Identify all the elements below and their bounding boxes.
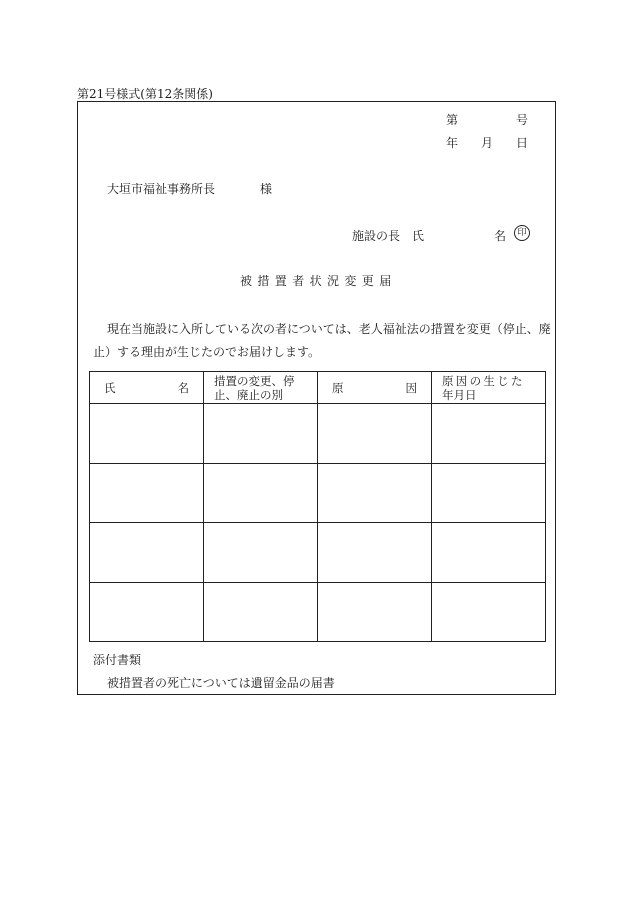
number-label-go: 号 bbox=[516, 113, 529, 127]
seal-mark bbox=[510, 225, 530, 241]
attachments-item: 被措置者の死亡については遺留金品の届書 bbox=[107, 676, 335, 690]
header-cause-date-line1: 原因の生じた bbox=[442, 373, 525, 388]
table-row bbox=[90, 582, 546, 641]
status-table bbox=[89, 371, 546, 642]
header-change-type-cell bbox=[204, 372, 318, 404]
cell-name[interactable] bbox=[90, 523, 204, 582]
cell-cause[interactable] bbox=[318, 404, 432, 463]
seal-icon: 印 bbox=[514, 225, 530, 241]
header-change-type: 措置の変更、停止、廃止の別 bbox=[214, 373, 295, 402]
cell-name[interactable] bbox=[90, 582, 204, 641]
cell-cause-date[interactable] bbox=[432, 582, 546, 641]
date-month-label: 月 bbox=[481, 136, 494, 150]
form-number: 第21号様式(第12条関係) bbox=[77, 87, 213, 101]
cell-name[interactable] bbox=[90, 463, 204, 522]
header-cause-cell bbox=[318, 372, 432, 404]
attachments-heading: 添付書類 bbox=[93, 653, 142, 667]
cell-change-type[interactable] bbox=[204, 582, 318, 641]
date-year-label: 年 bbox=[446, 136, 459, 150]
header-name-a: 氏 bbox=[104, 380, 116, 395]
cell-cause[interactable] bbox=[318, 523, 432, 582]
cell-cause[interactable] bbox=[318, 463, 432, 522]
table-row bbox=[90, 404, 546, 463]
table-header-row bbox=[90, 372, 546, 404]
cell-cause-date[interactable] bbox=[432, 523, 546, 582]
header-cause-b: 因 bbox=[405, 380, 417, 395]
number-label-dai: 第 bbox=[446, 113, 459, 127]
header-name-b: 名 bbox=[177, 380, 189, 395]
cell-cause-date[interactable] bbox=[432, 404, 546, 463]
document-title: 被措置者状況変更届 bbox=[240, 274, 397, 288]
cell-cause-date[interactable] bbox=[432, 463, 546, 522]
date-day-label: 日 bbox=[516, 136, 529, 150]
header-cause-a: 原 bbox=[332, 380, 344, 395]
body-line-2: 止）する理由が生じたのでお届けします。 bbox=[93, 345, 321, 359]
header-cause-date-cell bbox=[432, 372, 546, 404]
header-cause-date-line2: 年月日 bbox=[442, 387, 477, 402]
addressee-honorific: 様 bbox=[260, 182, 273, 196]
cell-name[interactable] bbox=[90, 404, 204, 463]
table-row bbox=[90, 523, 546, 582]
addressee-name: 大垣市福祉事務所長 bbox=[107, 182, 216, 196]
header-name-cell bbox=[90, 372, 204, 404]
cell-change-type[interactable] bbox=[204, 523, 318, 582]
cell-change-type[interactable] bbox=[204, 404, 318, 463]
cell-cause[interactable] bbox=[318, 582, 432, 641]
applicant-title: 施設の長 氏 bbox=[352, 229, 425, 243]
table-row bbox=[90, 463, 546, 522]
applicant-name-suffix: 名 bbox=[494, 229, 507, 243]
body-line-1: 現在当施設に入所している次の者については、老人福祉法の措置を変更（停止、廃 bbox=[107, 322, 551, 336]
cell-change-type[interactable] bbox=[204, 463, 318, 522]
